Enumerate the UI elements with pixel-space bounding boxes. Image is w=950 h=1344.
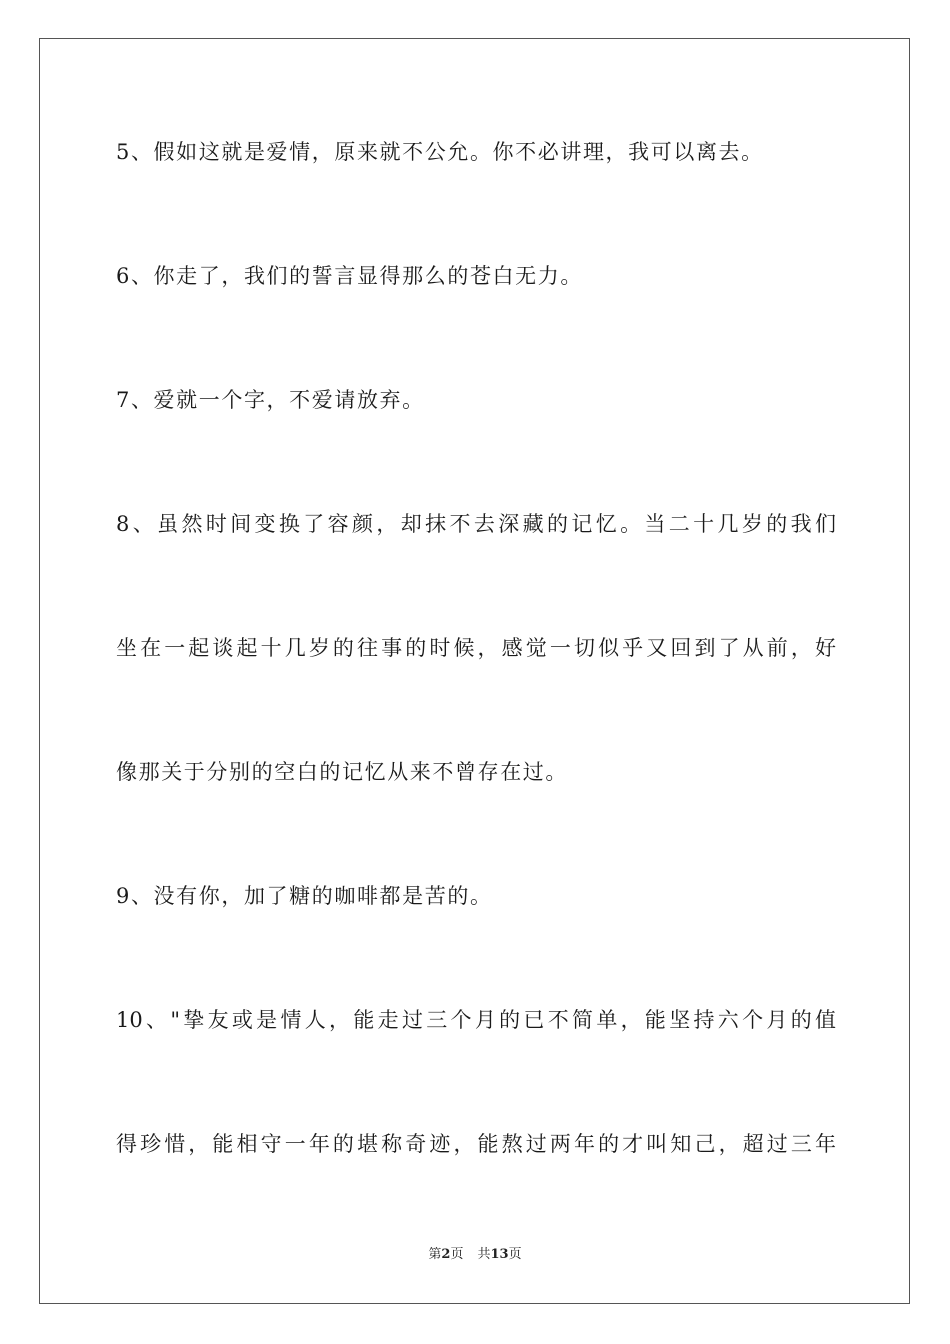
text-line-6: 像那关于分别的空白的记忆从来不曾存在过。 [116,760,568,784]
text-line-5: 坐在一起谈起十几岁的往事的时候，感觉一切似乎又回到了从前，好 [116,636,836,660]
text-line-2: 6、你走了，我们的誓言显得那么的苍白无力。 [116,264,583,288]
text-line-4: 8、虽然时间变换了容颜，却抹不去深藏的记忆。当二十几岁的我们 [116,512,836,536]
page-prefix: 第 [428,1247,442,1262]
text-line-7: 9、没有你，加了糖的咖啡都是苦的。 [116,884,493,908]
page-number: 2 [441,1247,451,1262]
total-prefix: 共 [477,1247,491,1262]
total-suffix: 页 [508,1247,522,1262]
page-footer [0,1246,950,1264]
page-frame [39,38,910,1304]
text-line-1: 5、假如这就是爱情，原来就不公允。你不必讲理，我可以离去。 [116,140,764,164]
page-suffix: 页 [450,1247,464,1262]
text-line-3: 7、爱就一个字，不爱请放弃。 [116,388,425,412]
text-line-9: 得珍惜，能相守一年的堪称奇迹，能熬过两年的才叫知己，超过三年 [116,1132,836,1156]
total-pages: 13 [490,1247,509,1262]
text-line-8: 10、"挚友或是情人，能走过三个月的已不简单，能坚持六个月的值 [116,1008,836,1032]
